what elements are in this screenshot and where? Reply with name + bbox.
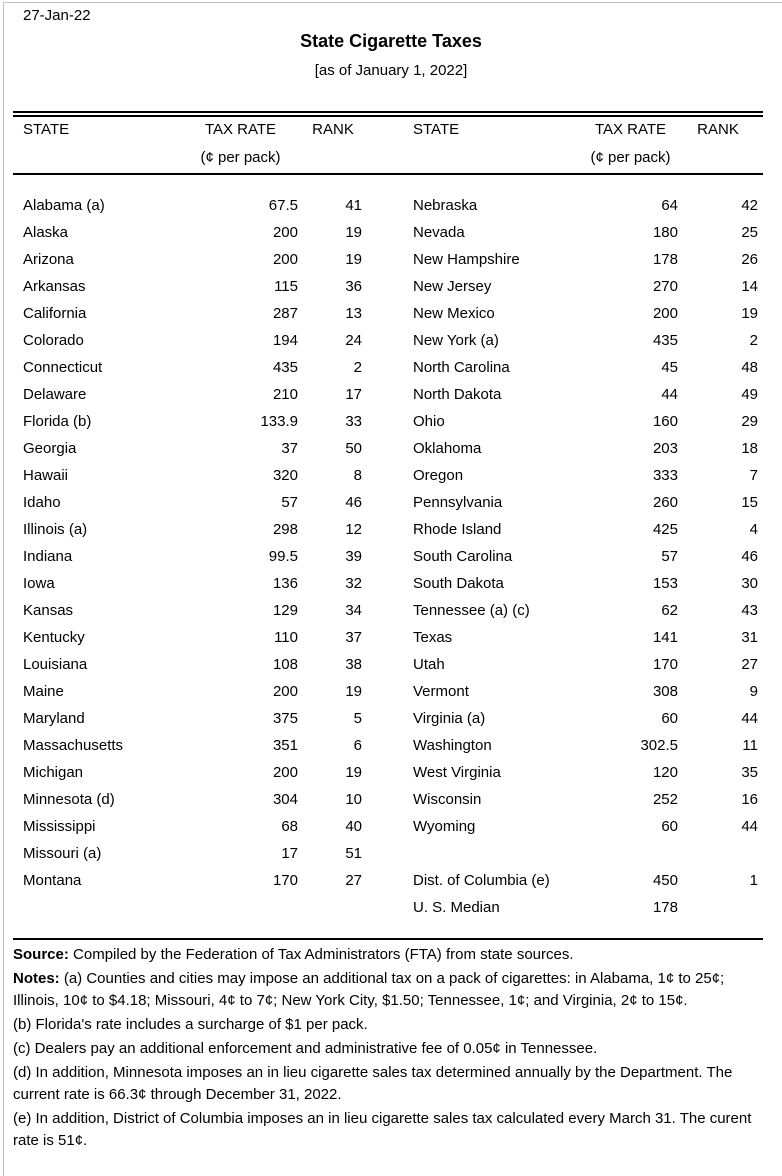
tax-rate-cell: 435 (272, 359, 298, 376)
source-note (13, 944, 771, 966)
tax-rate-cell: 68 (281, 818, 298, 835)
state-cell (13, 894, 183, 921)
gap-cell (368, 813, 413, 840)
rank-cell: 9 (749, 683, 758, 700)
rank-cell: 11 (742, 737, 758, 754)
state-cell: Maryland (23, 710, 85, 727)
gap-cell (368, 354, 413, 381)
state-cell: North Dakota (413, 386, 502, 403)
rank-cell: 16 (741, 791, 758, 808)
gap-cell (368, 624, 413, 651)
rank-cell: 25 (741, 224, 758, 241)
page-subtitle: [as of January 1, 2022] (314, 62, 468, 79)
state-cell: Louisiana (23, 656, 88, 673)
tax-rate-cell: 115 (274, 278, 298, 295)
state-cell: Illinois (a) (23, 521, 88, 538)
rank-cell: 43 (741, 602, 758, 619)
gap-cell (368, 543, 413, 570)
tax-rate-cell (183, 894, 298, 921)
rank-cell: 30 (741, 575, 758, 592)
gap-cell (368, 840, 413, 867)
gap-cell (368, 651, 413, 678)
gap-cell (368, 570, 413, 597)
state-cell: Missouri (a) (23, 845, 102, 862)
rank-cell: 18 (741, 440, 758, 457)
rank-cell: 7 (749, 467, 758, 484)
tax-rate-cell: 252 (652, 791, 678, 808)
state-cell: Dist. of Columbia (e) (413, 872, 550, 889)
unit-spacer (368, 144, 413, 172)
state-cell: New Hampshire (413, 251, 520, 268)
rank-cell: 39 (345, 548, 362, 565)
page-border-top (3, 2, 782, 3)
page-border-left (3, 2, 4, 1176)
tax-rate-cell: 64 (661, 197, 678, 214)
tax-rate-cell: 37 (281, 440, 298, 457)
tax-rate-cell: 67.5 (268, 197, 298, 214)
footer-top-rule (13, 938, 763, 940)
rank-cell: 27 (345, 872, 362, 889)
tax-rate-cell: 108 (272, 656, 298, 673)
state-cell: New Jersey (413, 278, 492, 295)
tax-rate-cell: 260 (652, 494, 678, 511)
rank-cell: 19 (345, 251, 362, 268)
tax-rate-cell: 45 (661, 359, 678, 376)
tax-rate-cell: 304 (272, 791, 298, 808)
tax-rate-cell: 287 (272, 305, 298, 322)
state-cell: California (23, 305, 87, 322)
note-a-text: (a) Counties and cities may impose an additional tax on a pack of cigarettes: in Alabama, 1¢ to 25¢; Illinois, 10¢ to $4.18; Missouri, 4¢ to 7¢; New York City, $1.50; Tennessee, 1¢; and Virginia, 2¢ to 15¢. (13, 970, 725, 1009)
state-cell: Wyoming (413, 818, 476, 835)
rank-cell: 34 (345, 602, 362, 619)
gap-cell (368, 705, 413, 732)
tax-rate-cell: 450 (652, 872, 678, 889)
state-cell: Pennsylvania (413, 494, 503, 511)
rank-cell: 48 (741, 359, 758, 376)
report-date: 27-Jan-22 (23, 7, 91, 24)
tax-rate-cell: 200 (652, 305, 678, 322)
notes-label: Notes: (13, 970, 60, 987)
tax-rate-cell: 351 (272, 737, 298, 754)
rank-cell: 42 (741, 197, 758, 214)
tax-rate-cell: 129 (272, 602, 298, 619)
note-a (13, 968, 771, 1012)
rank-cell: 1 (749, 872, 758, 889)
rank-cell: 19 (741, 305, 758, 322)
gap-cell (368, 732, 413, 759)
rank-cell: 41 (345, 197, 362, 214)
tax-rate-cell: 435 (652, 332, 678, 349)
note-d: (d) In addition, Minnesota imposes an in lieu cigarette sales tax determined annually by the Department. The current rate is 66.3¢ through December 31, 2022. (13, 1064, 733, 1103)
rank-cell: 5 (353, 710, 362, 727)
state-cell: South Carolina (413, 548, 513, 565)
gap-cell (368, 462, 413, 489)
tax-rate-cell: 178 (652, 899, 678, 916)
state-cell: Virginia (a) (413, 710, 486, 727)
tax-rate-cell: 44 (661, 386, 678, 403)
state-cell: Rhode Island (413, 521, 502, 538)
state-cell: Hawaii (23, 467, 69, 484)
state-cell: Indiana (23, 548, 73, 565)
tax-rate-cell: 200 (272, 764, 298, 781)
unit-spacer (678, 144, 758, 172)
state-cell: Montana (23, 872, 82, 889)
tax-rate-cell: 203 (652, 440, 678, 457)
note-c: (c) Dealers pay an additional enforcement and administrative fee of 0.05¢ in Tennessee. (13, 1040, 598, 1057)
tax-rate-cell: 200 (272, 683, 298, 700)
state-cell: Tennessee (a) (c) (413, 602, 530, 619)
unit-label-right: (¢ per pack) (590, 149, 671, 166)
state-cell: North Carolina (413, 359, 510, 376)
gap-cell (368, 516, 413, 543)
gap-cell (368, 219, 413, 246)
unit-spacer (13, 144, 183, 172)
state-cell: Kentucky (23, 629, 85, 646)
tax-rate-cell: 120 (652, 764, 678, 781)
state-cell: Kansas (23, 602, 74, 619)
rank-cell: 13 (345, 305, 362, 322)
tax-rate-cell: 57 (281, 494, 298, 511)
state-cell: New Mexico (413, 305, 495, 322)
state-cell: Connecticut (23, 359, 103, 376)
state-cell: Minnesota (d) (23, 791, 115, 808)
state-cell: Ohio (413, 413, 445, 430)
tax-rate-cell: 136 (272, 575, 298, 592)
gap-cell (368, 273, 413, 300)
rank-cell: 46 (741, 548, 758, 565)
rank-cell: 2 (353, 359, 362, 376)
tax-rate-cell: 270 (652, 278, 678, 295)
tax-rate-cell: 302.5 (640, 737, 678, 754)
gap-cell (368, 678, 413, 705)
tax-rate-cell: 298 (272, 521, 298, 538)
tax-rate-cell: 375 (272, 710, 298, 727)
rank-cell: 36 (345, 278, 362, 295)
state-cell: Michigan (23, 764, 84, 781)
rank-cell: 38 (345, 656, 362, 673)
state-cell: Wisconsin (413, 791, 482, 808)
rank-cell: 24 (345, 332, 362, 349)
source-text: Compiled by the Federation of Tax Administrators (FTA) from state sources. (73, 946, 574, 963)
tax-rate-cell: 308 (652, 683, 678, 700)
rank-cell: 2 (749, 332, 758, 349)
column-header-rank-left: RANK (312, 121, 354, 138)
tax-rate-cell: 425 (652, 521, 678, 538)
rank-cell: 44 (741, 710, 758, 727)
rank-cell: 8 (353, 467, 362, 484)
rank-cell: 29 (741, 413, 758, 430)
rank-cell: 17 (345, 386, 362, 403)
tax-rate-cell: 57 (661, 548, 678, 565)
tax-rate-cell: 62 (661, 602, 678, 619)
note-e: (e) In addition, District of Columbia imposes an in lieu cigarette sales tax calculated every March 31. The curent rate is 51¢. (13, 1110, 752, 1149)
gap-cell (368, 435, 413, 462)
page-title: State Cigarette Taxes (300, 31, 482, 51)
tax-rate-cell: 320 (272, 467, 298, 484)
tax-rate-cell: 99.5 (268, 548, 298, 565)
state-cell: Nevada (413, 224, 465, 241)
state-cell: Alaska (23, 224, 69, 241)
gap-cell (368, 894, 413, 921)
rank-cell: 14 (741, 278, 758, 295)
tax-rate-cell: 17 (281, 845, 298, 862)
rank-cell: 40 (345, 818, 362, 835)
tax-rate-cell: 200 (272, 224, 298, 241)
rank-cell: 35 (741, 764, 758, 781)
state-cell: Washington (413, 737, 492, 754)
gap-cell (368, 597, 413, 624)
column-header-state-left: STATE (23, 121, 70, 138)
state-cell: West Virginia (413, 764, 501, 781)
tax-rate-cell: 141 (652, 629, 678, 646)
column-header-rank-right: RANK (697, 121, 739, 138)
column-gap (368, 116, 413, 144)
state-cell: Oregon (413, 467, 464, 484)
rank-cell: 19 (345, 224, 362, 241)
table-header (13, 116, 763, 172)
rank-cell: 6 (353, 737, 362, 754)
state-cell: Utah (413, 656, 445, 673)
rank-cell: 46 (345, 494, 362, 511)
state-cell: Alabama (a) (23, 197, 105, 214)
rank-cell: 27 (741, 656, 758, 673)
unit-label-left: (¢ per pack) (200, 149, 281, 166)
column-header-tax-rate-left: TAX RATE (204, 121, 277, 138)
tax-rate-cell: 60 (661, 710, 678, 727)
tax-rate-cell: 180 (652, 224, 678, 241)
rank-cell: 49 (741, 386, 758, 403)
state-cell: Florida (b) (23, 413, 92, 430)
state-cell: Nebraska (413, 197, 478, 214)
rank-cell: 12 (345, 521, 362, 538)
footnotes (13, 944, 771, 1154)
gap-cell (368, 192, 413, 219)
state-cell: Massachusetts (23, 737, 124, 754)
state-cell: U. S. Median (413, 899, 500, 916)
source-label: Source: (13, 946, 69, 963)
rank-cell (678, 894, 758, 921)
rank-cell: 31 (741, 629, 758, 646)
state-cell: Iowa (23, 575, 55, 592)
rank-cell: 51 (345, 845, 362, 862)
state-cell: Georgia (23, 440, 77, 457)
rank-cell: 26 (741, 251, 758, 268)
note-b: (b) Florida's rate includes a surcharge of $1 per pack. (13, 1016, 368, 1033)
column-header-tax-rate-right: TAX RATE (594, 121, 667, 138)
state-cell: Oklahoma (413, 440, 482, 457)
tax-rate-cell: 200 (272, 251, 298, 268)
rank-cell: 37 (345, 629, 362, 646)
rank-cell (298, 894, 368, 921)
state-cell (413, 840, 583, 867)
rank-cell: 33 (345, 413, 362, 430)
gap-cell (368, 759, 413, 786)
state-cell: Mississippi (23, 818, 96, 835)
state-cell: Texas (413, 629, 453, 646)
unit-spacer (298, 144, 368, 172)
gap-cell (368, 867, 413, 894)
rank-cell: 19 (345, 764, 362, 781)
rank-cell: 50 (345, 440, 362, 457)
state-cell: Colorado (23, 332, 84, 349)
gap-cell (368, 381, 413, 408)
tax-rate-cell: 170 (272, 872, 298, 889)
state-cell: Delaware (23, 386, 87, 403)
table-top-rule-upper (13, 111, 763, 113)
tax-rate-cell: 178 (652, 251, 678, 268)
rank-cell: 19 (345, 683, 362, 700)
state-cell: Vermont (413, 683, 469, 700)
tax-rate-cell: 210 (272, 386, 298, 403)
rank-cell: 32 (345, 575, 362, 592)
tax-rate-cell: 153 (652, 575, 678, 592)
rank-cell (678, 840, 758, 867)
tax-rate-cell: 110 (274, 629, 298, 646)
tax-rate-cell: 194 (272, 332, 298, 349)
state-cell: South Dakota (413, 575, 504, 592)
rank-cell: 44 (741, 818, 758, 835)
gap-cell (368, 408, 413, 435)
rank-cell: 10 (345, 791, 362, 808)
table-body (13, 175, 763, 921)
tax-rate-cell: 60 (661, 818, 678, 835)
rank-cell: 4 (749, 521, 758, 538)
state-cell: Arizona (23, 251, 74, 268)
tax-rate-cell: 160 (652, 413, 678, 430)
tax-rate-cell: 170 (652, 656, 678, 673)
column-header-state-right: STATE (413, 121, 460, 138)
gap-cell (368, 300, 413, 327)
gap-cell (368, 489, 413, 516)
tax-rate-cell: 333 (652, 467, 678, 484)
rank-cell: 15 (741, 494, 758, 511)
state-cell: Idaho (23, 494, 61, 511)
unit-spacer (413, 144, 583, 172)
state-cell: Maine (23, 683, 64, 700)
gap-cell (368, 327, 413, 354)
gap-cell (368, 246, 413, 273)
state-cell: Arkansas (23, 278, 86, 295)
tax-rate-cell: 133.9 (260, 413, 298, 430)
state-cell: New York (a) (413, 332, 499, 349)
tax-rate-cell (583, 840, 678, 867)
gap-cell (368, 786, 413, 813)
